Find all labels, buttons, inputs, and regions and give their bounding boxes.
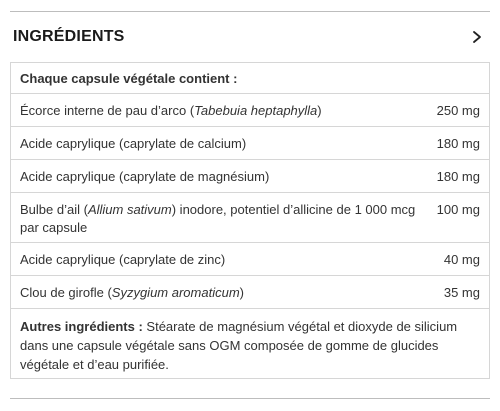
table-row: [11, 127, 489, 160]
ingredient-name: Clou de girofle (Syzygium aromaticum): [20, 285, 244, 300]
section-title: INGRÉDIENTS: [13, 28, 125, 45]
other-ingredients-label: Autres ingrédients :: [20, 319, 143, 334]
table-row: [11, 276, 489, 309]
chevron-right-icon[interactable]: [470, 30, 484, 44]
other-ingredients: [11, 309, 489, 379]
ingredient-name: Écorce interne de pau d’arco (Tabebuia heptaphylla): [20, 103, 322, 118]
ingredient-amount: 180 mg: [436, 169, 480, 184]
ingredient-amount: 40 mg: [443, 252, 480, 267]
ingredient-amount: 250 mg: [436, 103, 480, 118]
table-row: [11, 160, 489, 193]
ingredient-amount: 100 mg: [436, 202, 480, 217]
ingredient-name: Bulbe d’ail (Allium sativum) inodore, potentiel d’allicine de 1 000 mcg par capsule: [20, 202, 416, 235]
bottom-divider: [10, 398, 490, 399]
table-row: [11, 243, 489, 276]
ingredients-accordion-header[interactable]: [10, 12, 490, 62]
ingredients-table: [10, 62, 490, 379]
table-caption: Chaque capsule végétale contient :: [11, 63, 489, 94]
table-row: [11, 94, 489, 127]
ingredient-name: Acide caprylique (caprylate de calcium): [20, 136, 247, 151]
ingredient-name: Acide caprylique (caprylate de magnésium): [20, 169, 270, 184]
other-ingredients-text: Stéarate de magnésium végétal et dioxyde de silicium dans une capsule végétale sans OGM composée de gomme de glucides végétale et d’eau purifiée.: [20, 319, 458, 372]
ingredient-name: Acide caprylique (caprylate de zinc): [20, 252, 226, 267]
ingredient-amount: 35 mg: [443, 285, 480, 300]
ingredient-amount: 180 mg: [436, 136, 480, 151]
table-row: [11, 193, 489, 243]
